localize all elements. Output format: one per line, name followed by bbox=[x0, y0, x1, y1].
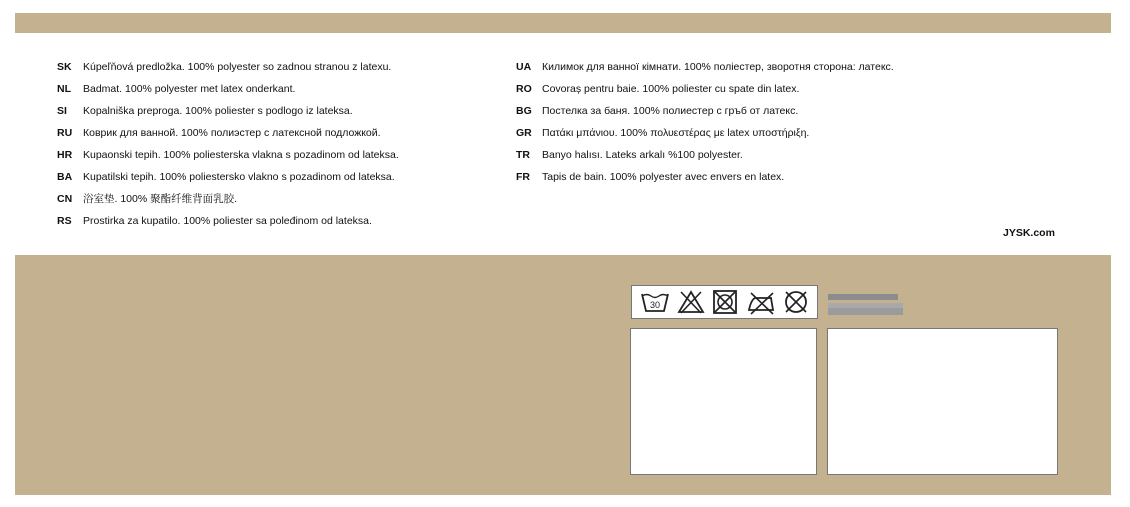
language-code: BA bbox=[57, 171, 73, 183]
translation-text: Tapis de bain. 100% polyester avec envers en latex. bbox=[542, 171, 785, 183]
translation-text: Prostirka za kupatilo. 100% poliester sa poleđinom od lateksa. bbox=[83, 215, 372, 227]
translation-row bbox=[57, 56, 497, 78]
no-iron-icon bbox=[745, 289, 777, 315]
translation-text: Kupatilski tepih. 100% poliestersko vlakno s pozadinom od lateksa. bbox=[83, 171, 395, 183]
translation-row bbox=[516, 100, 1036, 122]
translation-row bbox=[516, 122, 1036, 144]
brand-url: JYSK.com bbox=[1003, 227, 1055, 239]
translation-text: Килимок для ванної кімнати. 100% поліестер, зворотня сторона: латекс. bbox=[542, 61, 894, 73]
wash-30-icon bbox=[639, 289, 671, 315]
translation-row bbox=[57, 166, 497, 188]
language-code: TR bbox=[516, 149, 530, 161]
redacted-bar bbox=[828, 294, 898, 300]
no-bleach-icon bbox=[676, 289, 706, 315]
translation-row bbox=[57, 78, 497, 100]
language-code: RS bbox=[57, 215, 72, 227]
translation-row bbox=[516, 78, 1036, 100]
translation-row bbox=[57, 122, 497, 144]
translation-row bbox=[516, 144, 1036, 166]
translation-text: Kupaonski tepih. 100% poliesterska vlakna s pozadinom od lateksa. bbox=[83, 149, 399, 161]
translation-row bbox=[57, 210, 497, 232]
language-code: RO bbox=[516, 83, 532, 95]
blank-label-box-left bbox=[630, 328, 817, 475]
translations-left-column bbox=[57, 56, 497, 232]
language-code: NL bbox=[57, 83, 71, 95]
translation-row bbox=[57, 144, 497, 166]
translation-text: Covoraș pentru baie. 100% poliester cu spate din latex. bbox=[542, 83, 800, 95]
language-code: GR bbox=[516, 127, 532, 139]
translation-text: Kúpeľňová predložka. 100% polyester so zadnou stranou z latexu. bbox=[83, 61, 392, 73]
language-code: FR bbox=[516, 171, 530, 183]
language-code: HR bbox=[57, 149, 73, 161]
blank-label-box-right bbox=[827, 328, 1058, 475]
no-tumble-dry-icon bbox=[711, 289, 739, 315]
no-dry-clean-icon bbox=[782, 289, 810, 315]
language-code: RU bbox=[57, 127, 73, 139]
translation-text: 浴室垫. 100% 聚酯纤维背面乳胶. bbox=[83, 193, 238, 205]
language-code: SI bbox=[57, 105, 67, 117]
top-color-band bbox=[15, 13, 1111, 33]
language-code: UA bbox=[516, 61, 532, 73]
translation-text: Banyo halısı. Lateks arkalı %100 polyester. bbox=[542, 149, 743, 161]
translation-row bbox=[516, 56, 1036, 78]
translation-row bbox=[57, 100, 497, 122]
translation-text: Коврик для ванной. 100% полиэстер с латексной подложкой. bbox=[83, 127, 381, 139]
language-code: CN bbox=[57, 193, 73, 205]
translation-text: Πατάκι μπάνιου. 100% πολυεστέρας με latex υποστήριξη. bbox=[542, 127, 810, 139]
redacted-bar-highlight bbox=[828, 303, 903, 308]
care-symbols-strip bbox=[631, 285, 818, 319]
language-code: SK bbox=[57, 61, 72, 73]
translation-row bbox=[516, 166, 1036, 188]
language-code: BG bbox=[516, 105, 532, 117]
wash-temperature: 30 bbox=[649, 300, 660, 310]
translation-row bbox=[57, 188, 497, 210]
translation-text: Badmat. 100% polyester met latex onderkant. bbox=[83, 83, 296, 95]
translation-text: Kopalniška preproga. 100% poliester s podlogo iz lateksa. bbox=[83, 105, 353, 117]
translation-text: Постелка за баня. 100% полиестер с гръб от латекс. bbox=[542, 105, 799, 117]
translations-right-column bbox=[516, 56, 1036, 188]
